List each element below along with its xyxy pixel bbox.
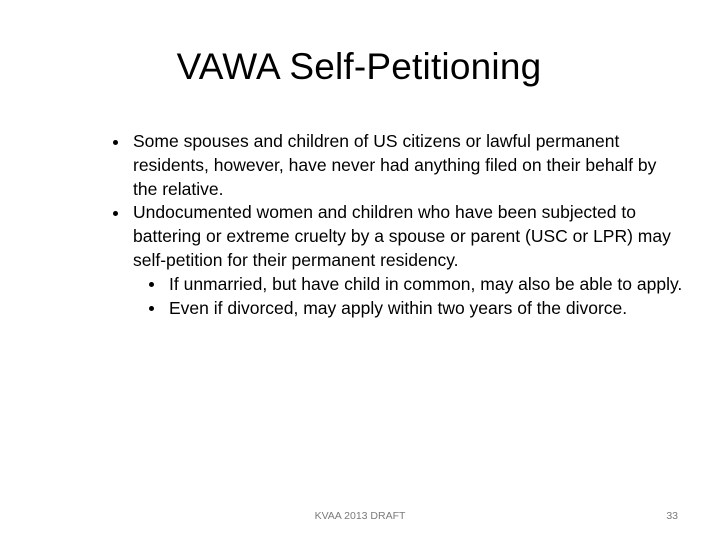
- bullet-dot-icon: [149, 306, 154, 311]
- bullet-dot-icon: [149, 282, 154, 287]
- sub-bullet-text: If unmarried, but have child in common, may also be able to apply.: [169, 273, 683, 294]
- slide-body: [113, 130, 683, 320]
- bullet-item: [113, 130, 683, 201]
- sub-bullet-item: [149, 297, 683, 321]
- bullet-dot-icon: [113, 140, 118, 145]
- bullet-text: Some spouses and children of US citizens or lawful permanent residents, however, have never had anything filed on their behalf by the relative.: [133, 131, 657, 199]
- page-number: 33: [666, 510, 678, 522]
- bullet-dot-icon: [113, 211, 118, 216]
- slide-title: VAWA Self-Petitioning: [176, 46, 542, 87]
- bullet-item: [113, 201, 683, 272]
- footer-label: KVAA 2013 DRAFT: [314, 510, 406, 522]
- sub-bullet-item: [149, 273, 683, 297]
- bullet-text: Undocumented women and children who have been subjected to battering or extreme cruelty by a spouse or parent (USC or LPR) may self-petition for their permanent residency.: [133, 202, 671, 270]
- sub-bullet-text: Even if divorced, may apply within two years of the divorce.: [169, 297, 628, 318]
